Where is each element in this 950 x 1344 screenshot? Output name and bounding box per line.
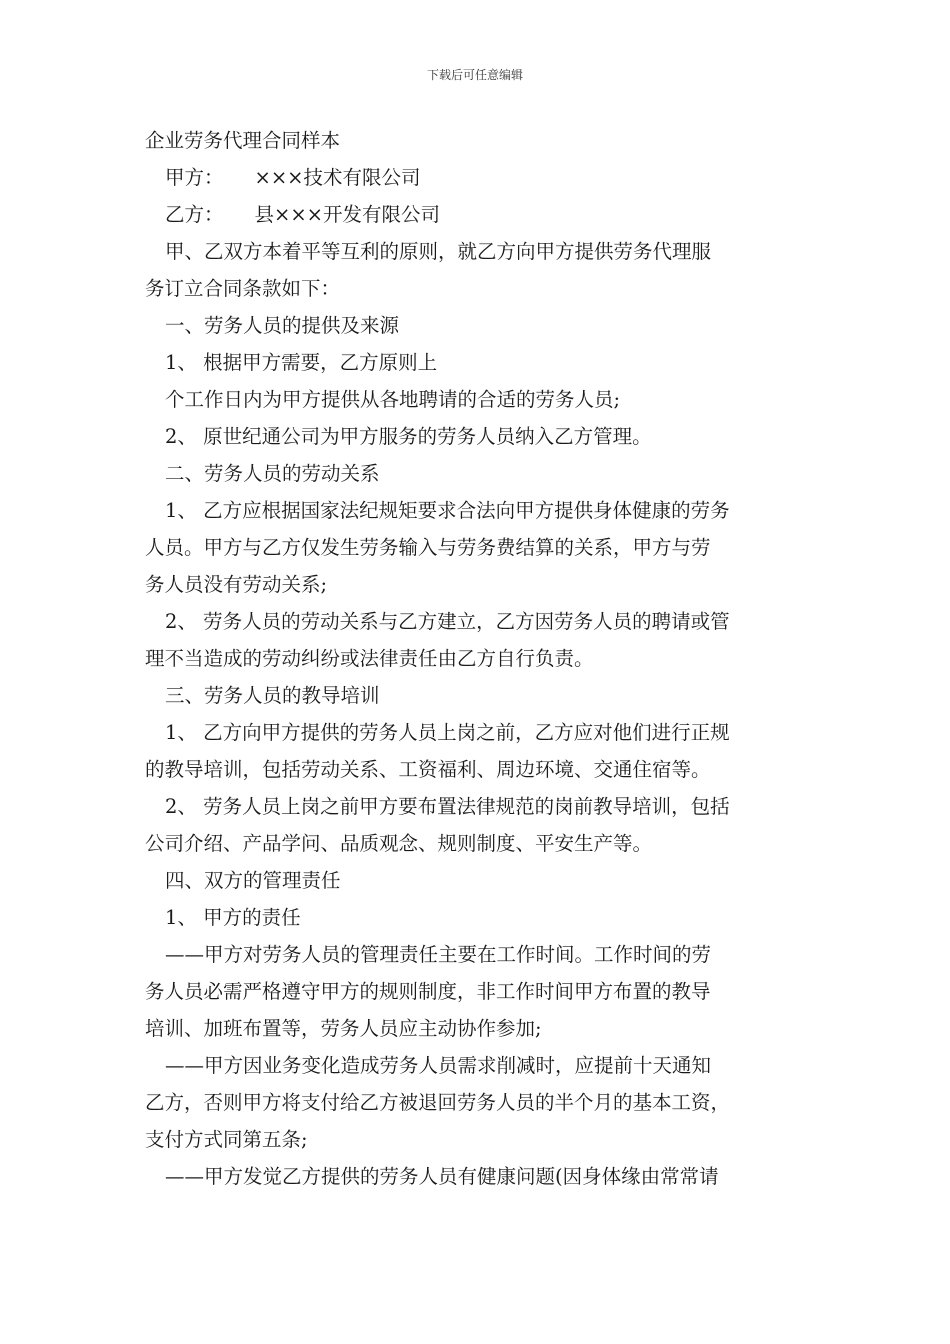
paragraph-line: ——甲方因业务变化造成劳务人员需求削减时，应提前十天通知 — [165, 1054, 712, 1077]
paragraph-line: 乙方，否则甲方将支付给乙方被退回劳务人员的半个月的基本工资， — [145, 1091, 731, 1114]
paragraph-line: 乙方： 县×××开发有限公司 — [165, 203, 441, 226]
paragraph-line: ——甲方发觉乙方提供的劳务人员有健康问题(因身体缘由常常请 — [165, 1165, 719, 1188]
paragraph-line: 二、劳务人员的劳动关系 — [165, 462, 380, 485]
paragraph-line: 四、双方的管理责任 — [165, 869, 341, 892]
paragraph-line: 的教导培训，包括劳动关系、工资福利、周边环境、交通住宿等。 — [145, 758, 711, 781]
paragraph-line: 1、 乙方向甲方提供的劳务人员上岗之前，乙方应对他们进行正规 — [165, 721, 730, 744]
paragraph-line: 2、 劳务人员上岗之前甲方要布置法律规范的岗前教导培训，包括 — [165, 795, 730, 818]
paragraph-line: ——甲方对劳务人员的管理责任主要在工作时间。工作时间的劳 — [165, 943, 712, 966]
paragraph-line: 三、劳务人员的教导培训 — [165, 684, 380, 707]
paragraph-line: 务人员必需严格遵守甲方的规则制度，非工作时间甲方布置的教导 — [145, 980, 711, 1003]
paragraph-line: 甲方： ×××技术有限公司 — [165, 166, 421, 189]
page-header: 下载后可任意编辑 — [426, 68, 523, 82]
paragraph-line: 1、 甲方的责任 — [165, 906, 301, 929]
paragraph-line: 1、 根据甲方需要，乙方原则上 — [165, 351, 438, 374]
paragraph-line: 支付方式同第五条; — [145, 1128, 308, 1151]
paragraph-line: 一、劳务人员的提供及来源 — [165, 314, 400, 337]
paragraph-line: 人员。甲方与乙方仅发生劳务输入与劳务费结算的关系，甲方与劳 — [145, 536, 711, 559]
paragraph-line: 个工作日内为甲方提供从各地聘请的合适的劳务人员; — [165, 388, 621, 411]
paragraph-line: 理不当造成的劳动纠纷或法律责任由乙方自行负责。 — [145, 647, 594, 670]
paragraph-line: 2、 原世纪通公司为甲方服务的劳务人员纳入乙方管理。 — [165, 425, 652, 448]
paragraph-line: 务人员没有劳动关系; — [145, 573, 328, 596]
paragraph-line: 2、 劳务人员的劳动关系与乙方建立，乙方因劳务人员的聘请或管 — [165, 610, 730, 633]
document-body — [145, 122, 810, 1195]
document-title: 企业劳务代理合同样本 — [145, 129, 341, 152]
paragraph-line: 公司介绍、产品学问、品质观念、规则制度、平安生产等。 — [145, 832, 653, 855]
paragraph-line: 1、 乙方应根据国家法纪规矩要求合法向甲方提供身体健康的劳务 — [165, 499, 730, 522]
paragraph-line: 甲、乙双方本着平等互利的原则，就乙方向甲方提供劳务代理服 — [165, 240, 712, 263]
paragraph-line: 培训、加班布置等，劳务人员应主动协作参加; — [145, 1017, 542, 1040]
document-lines — [145, 159, 810, 1195]
paragraph-line: 务订立合同条款如下： — [145, 277, 341, 300]
